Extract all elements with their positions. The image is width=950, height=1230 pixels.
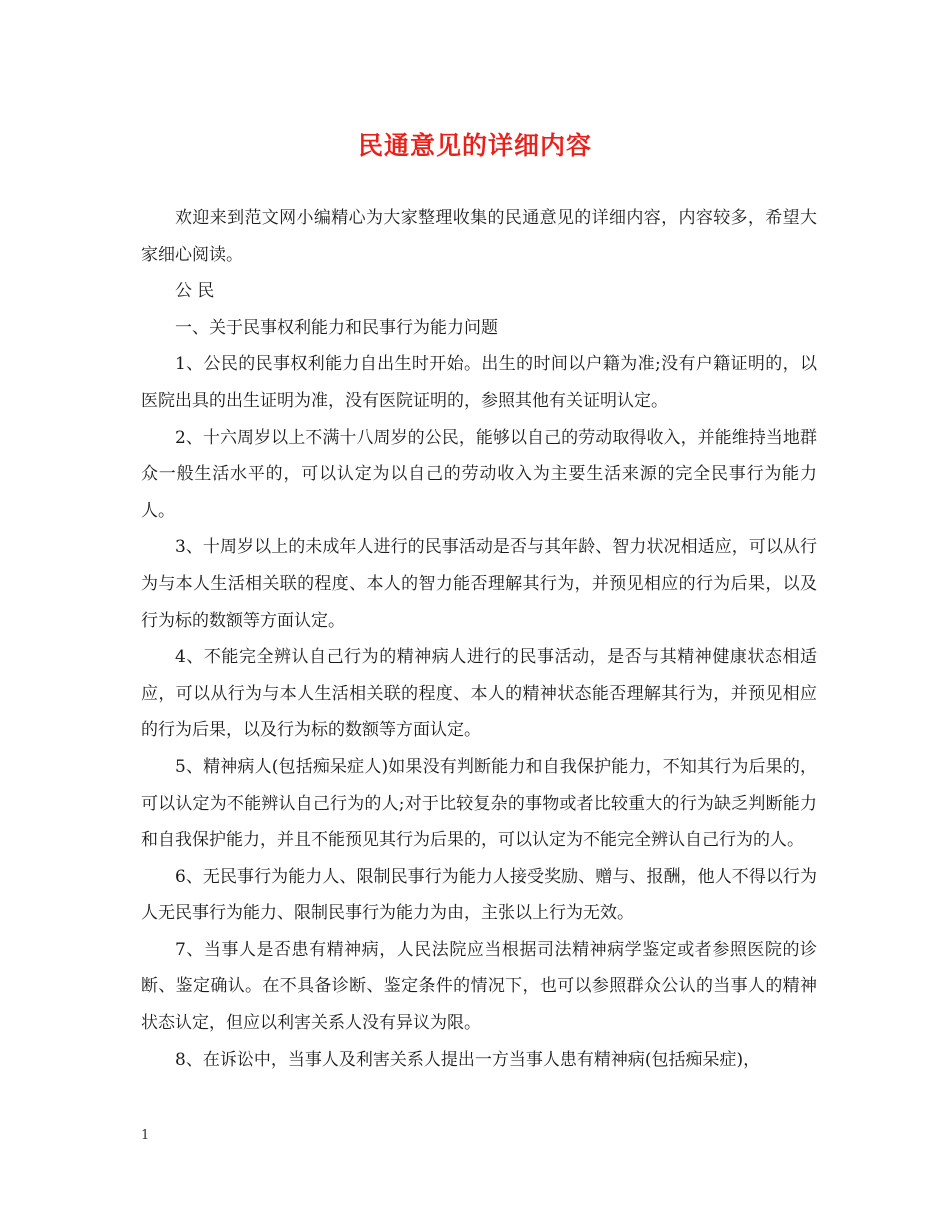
document-body <box>141 200 817 1078</box>
paragraph-item-3: 3、十周岁以上的未成年人进行的民事活动是否与其年龄、智力状况相适应，可以从行为与本人生活相关联的程度、本人的智力能否理解其行为，并预见相应的行为后果，以及行为标的数额等方面认定。 <box>141 537 817 631</box>
page-number: 1 <box>141 1128 150 1143</box>
document-title: 民通意见的详细内容 <box>357 131 592 160</box>
paragraph-item-1: 1、公民的民事权利能力自出生时开始。出生的时间以户籍为准;没有户籍证明的，以医院出具的出生证明为准，没有医院证明的，参照其他有关证明认定。 <box>141 354 817 411</box>
paragraph-subsection-heading: 一、关于民事权利能力和民事行为能力问题 <box>175 317 498 338</box>
paragraph-section-heading: 公 民 <box>175 281 215 302</box>
paragraph-item-6: 6、无民事行为能力人、限制民事行为能力人接受奖励、赠与、报酬，他人不得以行为人无民事行为能力、限制民事行为能力为由，主张以上行为无效。 <box>141 866 817 924</box>
paragraph-item-8: 8、在诉讼中，当事人及利害关系人提出一方当事人患有精神病(包括痴呆症)， <box>175 1049 761 1070</box>
paragraph-item-5: 5、精神病人(包括痴呆症人)如果没有判断能力和自我保护能力，不知其行为后果的，可以认定为不能辨认自己行为的人;对于比较复杂的事物或者比较重大的行为缺乏判断能力和自我保护能力，并且不能预见其行为后果的，可以认定为不能完全辨认自己行为的人。 <box>141 756 817 851</box>
paragraph-item-2: 2、十六周岁以上不满十八周岁的公民，能够以自己的劳动取得收入，并能维持当地群众一般生活水平的，可以认定为以自己的劳动收入为主要生活来源的完全民事行为能力人。 <box>141 427 817 521</box>
paragraph-item-7: 7、当事人是否患有精神病，人民法院应当根据司法精神病学鉴定或者参照医院的诊断、鉴定确认。在不具备诊断、鉴定条件的情况下，也可以参照群众公认的当事人的精神状态认定，但应以利害关系人没有异议为限。 <box>141 939 817 1034</box>
paragraph-item-4: 4、不能完全辨认自己行为的精神病人进行的民事活动，是否与其精神健康状态相适应，可以从行为与本人生活相关联的程度、本人的精神状态能否理解其行为，并预见相应的行为后果，以及行为标的数额等方面认定。 <box>141 647 817 741</box>
paragraph-intro: 欢迎来到范文网小编精心为大家整理收集的民通意见的详细内容，内容较多，希望大家细心阅读。 <box>141 208 817 265</box>
